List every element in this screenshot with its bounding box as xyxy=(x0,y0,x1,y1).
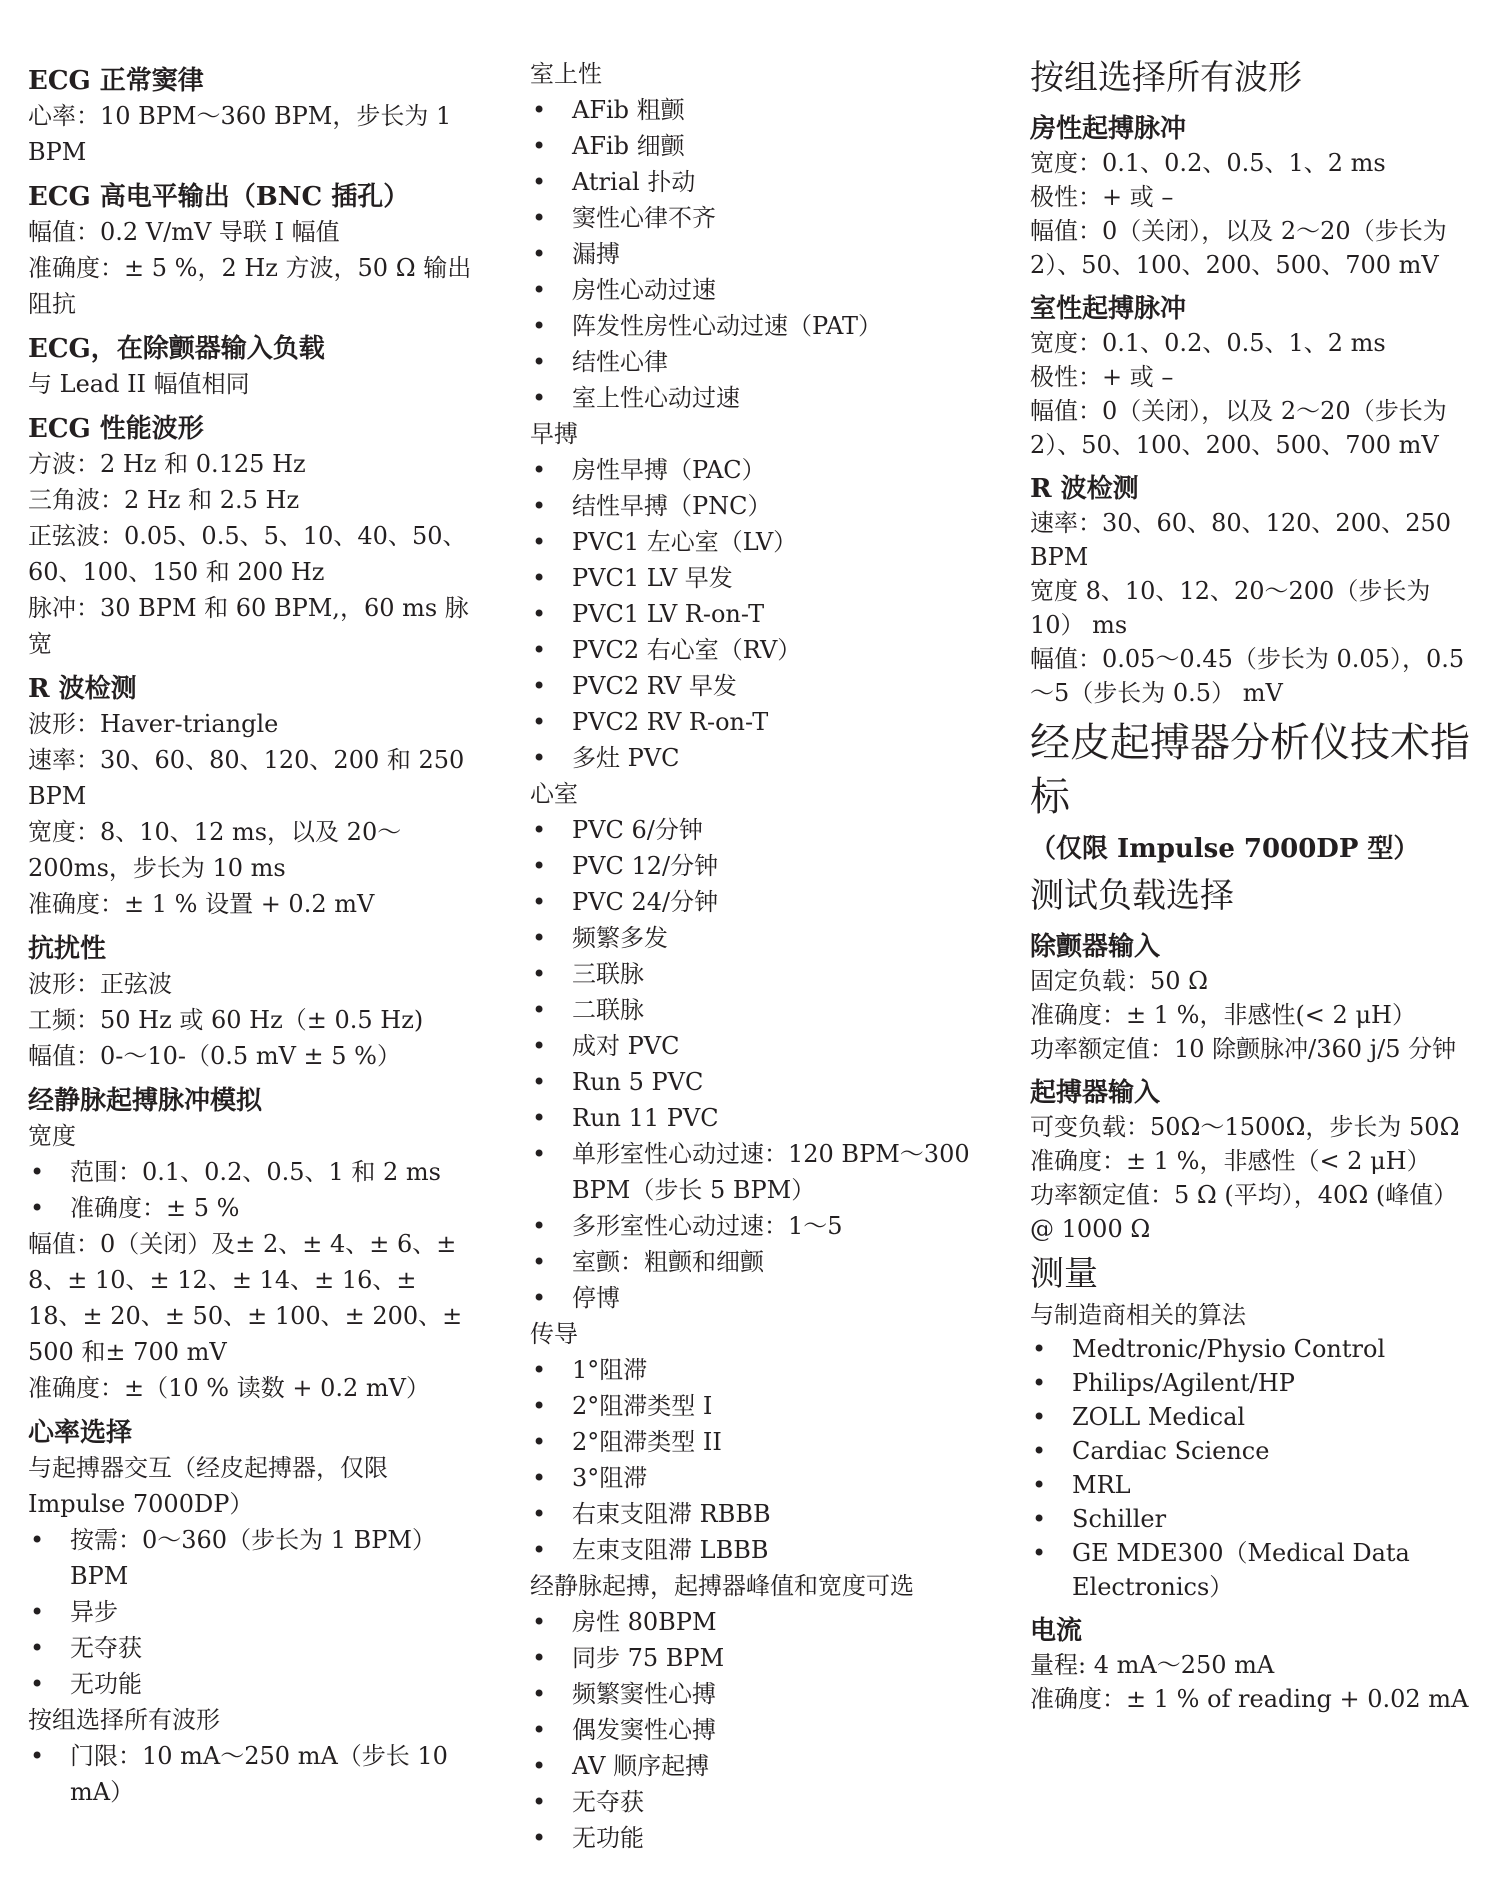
spec-line: 幅值：0-～10-（0.5 mV ± 5 %） xyxy=(28,1042,401,1070)
section-heading: 心率选择 xyxy=(28,1418,133,1448)
bullet-item: • 窦性心律不齐 xyxy=(530,200,990,236)
bullet-item: • 频繁窦性心搏 xyxy=(530,1676,990,1712)
bullet-item: • 频繁多发 xyxy=(530,920,990,956)
bullet-item: • 房性 80BPM xyxy=(530,1604,990,1640)
spec-line: 极性：+ 或 – xyxy=(1030,363,1174,391)
spec-line: 早搏 xyxy=(530,420,578,448)
section-heading: 电流 xyxy=(1030,1616,1083,1646)
bullet-item: • 3°阻滞 xyxy=(530,1460,990,1496)
spec-line: 幅值：0.2 V/mV 导联 I 幅值 xyxy=(28,218,340,246)
spec-line: 宽度 8、10、12、20～200（步长为 10） ms xyxy=(1030,577,1431,639)
bullet-item: • 结性心律 xyxy=(530,344,990,380)
bullet-item: • 门限：10 mA～250 mA（步长 10 mA） xyxy=(28,1738,478,1810)
bullet-item: • 结性早搏（PNC） xyxy=(530,488,990,524)
section-heading: R 波检测 xyxy=(1030,474,1139,504)
bullet-item: • PVC1 LV R-on-T xyxy=(530,596,990,632)
bullet-item: • 左束支阻滞 LBBB xyxy=(530,1532,990,1568)
spec-line: 正弦波：0.05、0.5、5、10、40、50、60、100、150 和 200 Hz xyxy=(28,522,467,586)
spec-line: 幅值：0（关闭）及± 2、± 4、± 6、± 8、± 10、± 12、± 14、± 16、± 18、± 20、± 50、± 100、± 200、± 500 和± 700 mV xyxy=(28,1230,463,1366)
bullet-item: • 三联脉 xyxy=(530,956,990,992)
spec-line: 极性：+ 或 – xyxy=(1030,183,1174,211)
bullet-item: • PVC 24/分钟 xyxy=(530,884,990,920)
column-middle xyxy=(530,56,990,1856)
spec-line: 可变负载：50Ω～1500Ω，步长为 50Ω xyxy=(1030,1113,1460,1141)
section-title: 经皮起搏器分析仪技术指标 xyxy=(1030,720,1470,820)
bullet-item: • PVC1 LV 早发 xyxy=(530,560,990,596)
spec-line: 幅值：0.05～0.45（步长为 0.05），0.5～5（步长为 0.5） mV xyxy=(1030,645,1465,707)
bullet-item: • 右束支阻滞 RBBB xyxy=(530,1496,990,1532)
bullet-item: • PVC2 RV R-on-T xyxy=(530,704,990,740)
spec-line: 与制造商相关的算法 xyxy=(1030,1301,1246,1329)
section-heading: 经静脉起搏脉冲模拟 xyxy=(28,1086,263,1116)
bullet-item: • Medtronic/Physio Control xyxy=(1030,1332,1470,1366)
bullet-item: • 漏搏 xyxy=(530,236,990,272)
spec-line: 功率额定值：5 Ω (平均），40Ω (峰值） @ 1000 Ω xyxy=(1030,1181,1458,1243)
spec-line: 心率：10 BPM～360 BPM，步长为 1 BPM xyxy=(28,102,452,166)
bullet-item: • ZOLL Medical xyxy=(1030,1400,1470,1434)
bullet-item: • 准确度：± 5 % xyxy=(28,1190,478,1226)
bullet-item: • Philips/Agilent/HP xyxy=(1030,1366,1470,1400)
spec-line: 经静脉起搏，起搏器峰值和宽度可选 xyxy=(530,1572,914,1600)
spec-line: 宽度：0.1、0.2、0.5、1、2 ms xyxy=(1030,149,1386,177)
bullet-item: • PVC1 左心室（LV） xyxy=(530,524,990,560)
spec-line: 准确度：± 1 % of reading + 0.02 mA xyxy=(1030,1685,1469,1713)
spec-line: 室上性 xyxy=(530,60,602,88)
spec-line: 幅值：0（关闭），以及 2～20（步长为 2）、50、100、200、500、700 mV xyxy=(1030,397,1447,459)
section-heading-large: 测试负载选择 xyxy=(1030,876,1234,916)
bullet-item: • PVC 12/分钟 xyxy=(530,848,990,884)
section-heading: 起搏器输入 xyxy=(1030,1078,1161,1108)
bullet-item: • AFib 粗颤 xyxy=(530,92,990,128)
spec-line: 量程: 4 mA～250 mA xyxy=(1030,1651,1275,1679)
bullet-item: • 同步 75 BPM xyxy=(530,1640,990,1676)
bullet-item: • Run 11 PVC xyxy=(530,1100,990,1136)
bullet-item: • 无夺获 xyxy=(28,1630,478,1666)
bullet-item: • 无夺获 xyxy=(530,1784,990,1820)
spec-line: 准确度：± 5 %，2 Hz 方波，50 Ω 输出阻抗 xyxy=(28,254,472,318)
column-right xyxy=(1030,54,1470,1716)
bullet-item: • Atrial 扑动 xyxy=(530,164,990,200)
bullet-item: • 偶发窦性心搏 xyxy=(530,1712,990,1748)
section-heading-large: 测量 xyxy=(1030,1254,1098,1294)
section-heading: ECG 性能波形 xyxy=(28,414,204,444)
bullet-item: • 多灶 PVC xyxy=(530,740,990,776)
bullet-item: • AV 顺序起搏 xyxy=(530,1748,990,1784)
spec-line: 宽度 xyxy=(28,1122,76,1150)
bullet-item: • 室颤：粗颤和细颤 xyxy=(530,1244,990,1280)
bullet-item: • 2°阻滞类型 I xyxy=(530,1388,990,1424)
spec-line: 心室 xyxy=(530,780,578,808)
bullet-item: • MRL xyxy=(1030,1468,1470,1502)
bullet-item: • GE MDE300（Medical Data Electronics） xyxy=(1030,1536,1470,1604)
bullet-item: • 房性早搏（PAC） xyxy=(530,452,990,488)
bullet-item: • 停博 xyxy=(530,1280,990,1316)
spec-line: 三角波：2 Hz 和 2.5 Hz xyxy=(28,486,300,514)
section-heading-large: 按组选择所有波形 xyxy=(1030,58,1302,98)
section-heading: ECG 高电平输出（BNC 插孔） xyxy=(28,182,410,212)
spec-line: 准确度：± 1 % 设置 + 0.2 mV xyxy=(28,890,375,918)
section-heading: 抗扰性 xyxy=(28,934,107,964)
spec-line: 速率：30、60、80、120、200 和 250 BPM xyxy=(28,746,465,810)
spec-line: 传导 xyxy=(530,1320,578,1348)
spec-line: 宽度：0.1、0.2、0.5、1、2 ms xyxy=(1030,329,1386,357)
bullet-item: • 单形室性心动过速：120 BPM～300 BPM（步长 5 BPM） xyxy=(530,1136,990,1208)
spec-line: 脉冲：30 BPM 和 60 BPM,，60 ms 脉宽 xyxy=(28,594,469,658)
bullet-item: • 2°阻滞类型 II xyxy=(530,1424,990,1460)
bullet-item: • 1°阻滞 xyxy=(530,1352,990,1388)
spec-line: 准确度：±（10 % 读数 + 0.2 mV） xyxy=(28,1374,430,1402)
spec-line: 功率额定值：10 除颤脉冲/360 j/5 分钟 xyxy=(1030,1035,1457,1063)
bullet-item: • 无功能 xyxy=(28,1666,478,1702)
bullet-item: • PVC2 右心室（RV） xyxy=(530,632,990,668)
bullet-item: • PVC 6/分钟 xyxy=(530,812,990,848)
bullet-item: • 室上性心动过速 xyxy=(530,380,990,416)
bullet-item: • 二联脉 xyxy=(530,992,990,1028)
bullet-item: • Run 5 PVC xyxy=(530,1064,990,1100)
spec-line: 与起搏器交互（经皮起搏器，仅限 Impulse 7000DP） xyxy=(28,1454,388,1518)
section-subtitle: （仅限 Impulse 7000DP 型） xyxy=(1030,834,1420,864)
spec-line: 与 Lead II 幅值相同 xyxy=(28,370,250,398)
spec-line: 准确度：± 1 %，非感性（< 2 μH） xyxy=(1030,1147,1431,1175)
section-heading: 房性起搏脉冲 xyxy=(1030,114,1187,144)
spec-line: 工频：50 Hz 或 60 Hz（± 0.5 Hz) xyxy=(28,1006,424,1034)
bullet-item: • 按需：0～360（步长为 1 BPM）BPM xyxy=(28,1522,478,1594)
spec-line: 准确度：± 1 %，非感性(< 2 μH） xyxy=(1030,1001,1416,1029)
section-heading: R 波检测 xyxy=(28,674,137,704)
bullet-item: • 范围：0.1、0.2、0.5、1 和 2 ms xyxy=(28,1154,478,1190)
column-left xyxy=(28,64,478,1810)
section-heading: ECG，在除颤器输入负载 xyxy=(28,334,325,364)
spec-line: 宽度：8、10、12 ms，以及 20～200ms，步长为 10 ms xyxy=(28,818,402,882)
spec-line: 按组选择所有波形 xyxy=(28,1706,220,1734)
bullet-item: • 阵发性房性心动过速（PAT） xyxy=(530,308,990,344)
spec-line: 波形：Haver-triangle xyxy=(28,710,279,738)
section-heading: 室性起搏脉冲 xyxy=(1030,294,1187,324)
bullet-item: • 无功能 xyxy=(530,1820,990,1856)
spec-line: 速率：30、60、80、120、200、250 BPM xyxy=(1030,509,1452,571)
bullet-item: • Cardiac Science xyxy=(1030,1434,1470,1468)
bullet-item: • Schiller xyxy=(1030,1502,1470,1536)
bullet-item: • AFib 细颤 xyxy=(530,128,990,164)
section-heading: 除颤器输入 xyxy=(1030,932,1161,962)
bullet-item: • 多形室性心动过速：1～5 xyxy=(530,1208,990,1244)
section-heading: ECG 正常窦律 xyxy=(28,66,204,96)
spec-line: 幅值：0（关闭），以及 2～20（步长为 2）、50、100、200、500、700 mV xyxy=(1030,217,1447,279)
bullet-item: • PVC2 RV 早发 xyxy=(530,668,990,704)
spec-line: 固定负载：50 Ω xyxy=(1030,967,1209,995)
bullet-item: • 成对 PVC xyxy=(530,1028,990,1064)
spec-line: 方波：2 Hz 和 0.125 Hz xyxy=(28,450,306,478)
bullet-item: • 异步 xyxy=(28,1594,478,1630)
bullet-item: • 房性心动过速 xyxy=(530,272,990,308)
spec-line: 波形：正弦波 xyxy=(28,970,172,998)
